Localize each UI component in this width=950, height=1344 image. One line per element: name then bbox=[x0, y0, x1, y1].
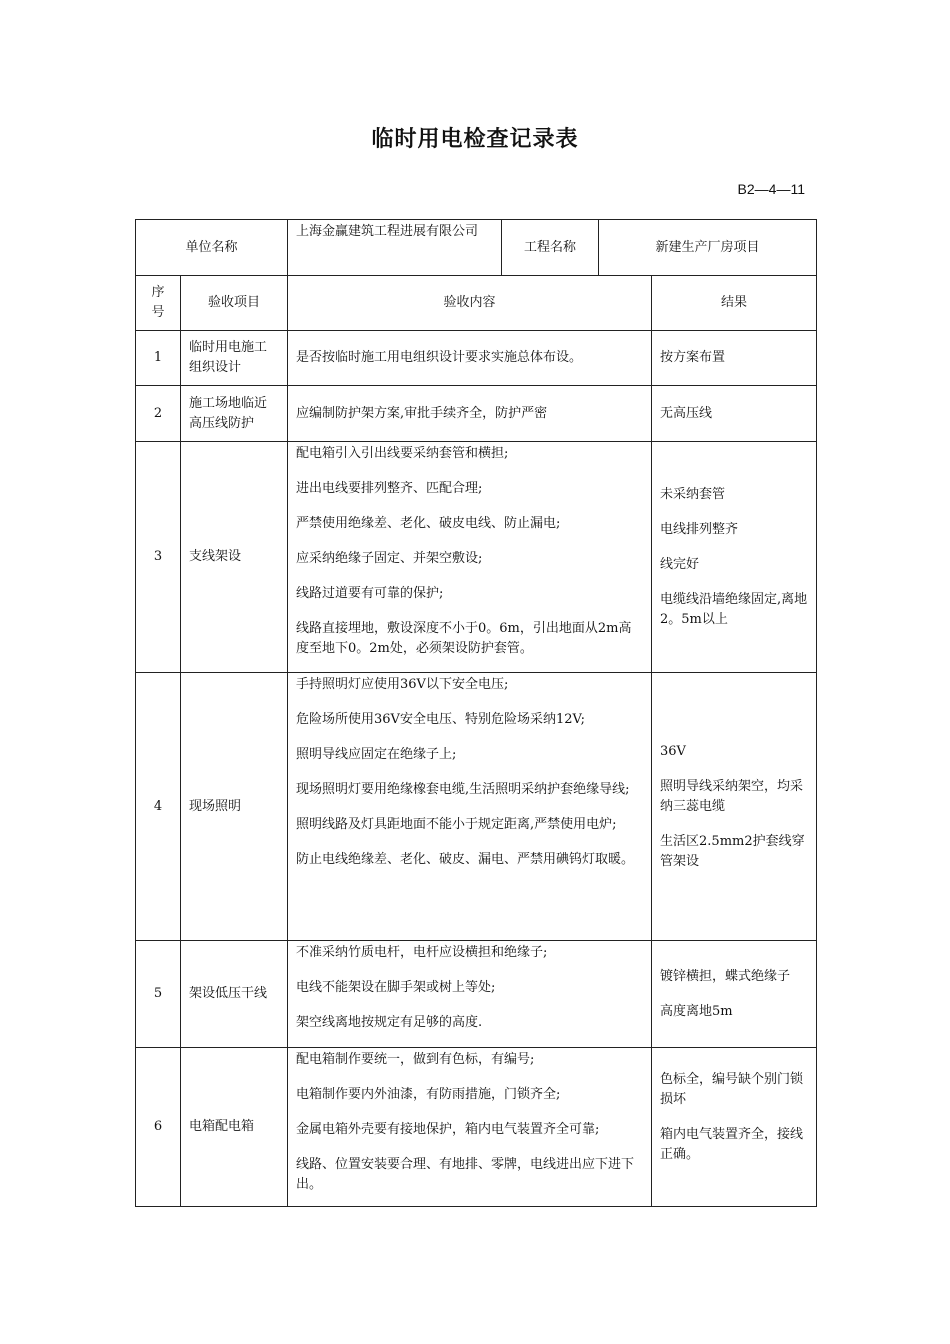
row-item: 电箱配电箱 bbox=[181, 1048, 288, 1207]
content-line: 线路、位置安装要合理、有地排、零牌，电线进出应下进下出。 bbox=[296, 1157, 635, 1192]
row-item: 支线架设 bbox=[181, 442, 288, 673]
content-line: 架空线离地按规定有足够的高度. bbox=[296, 1015, 483, 1030]
unit-name-value: 上海金赢建筑工程进展有限公司 bbox=[288, 220, 502, 276]
content-line: 是否按临时施工用电组织设计要求实施总体布设。 bbox=[296, 350, 583, 365]
table-row bbox=[136, 941, 817, 1048]
content-line: 配电箱引入引出线要采纳套管和横担; bbox=[296, 446, 509, 461]
result-line: 电缆线沿墙绝缘固定,离地2。5m以上 bbox=[660, 591, 808, 627]
result-line: 电线排列整齐 bbox=[660, 521, 739, 537]
content-line: 严禁使用绝缘差、老化、破皮电线、防止漏电; bbox=[296, 516, 561, 531]
content-line: 手持照明灯应使用36V以下安全电压; bbox=[296, 677, 509, 692]
row-item: 临时用电施工组织设计 bbox=[181, 331, 288, 386]
row-item: 架设低压干线 bbox=[181, 941, 288, 1048]
row-content bbox=[288, 331, 652, 386]
content-line: 金属电箱外壳要有接地保护，箱内电气装置齐全可靠; bbox=[296, 1122, 600, 1137]
row-result bbox=[652, 941, 817, 1048]
result-line: 线完好 bbox=[660, 556, 700, 572]
content-line: 电箱制作要内外油漆，有防雨措施，门锁齐全; bbox=[296, 1087, 561, 1102]
col-content-header: 验收内容 bbox=[288, 276, 652, 331]
project-name-value: 新建生产厂房项目 bbox=[599, 220, 817, 276]
result-line: 无高压线 bbox=[660, 405, 713, 421]
unit-name-label: 单位名称 bbox=[136, 220, 288, 276]
row-seq: 4 bbox=[136, 673, 181, 941]
row-result bbox=[652, 673, 817, 941]
row-content bbox=[288, 1048, 652, 1207]
col-result-header: 结果 bbox=[652, 276, 817, 331]
row-seq: 2 bbox=[136, 386, 181, 442]
content-line: 不准采纳竹质电杆，电杆应设横担和绝缘子; bbox=[296, 945, 548, 960]
row-content bbox=[288, 673, 652, 941]
inspection-table bbox=[135, 219, 817, 1207]
row-content bbox=[288, 386, 652, 442]
content-line: 照明导线应固定在绝缘子上; bbox=[296, 747, 457, 762]
table-row bbox=[136, 331, 817, 386]
content-line: 照明线路及灯具距地面不能小于规定距离,严禁使用电炉; bbox=[296, 817, 617, 832]
header-info-row bbox=[136, 220, 817, 276]
content-line: 危险场所使用36V安全电压、特别危险场采纳12V; bbox=[296, 712, 585, 727]
content-line: 应编制防护架方案,审批手续齐全，防护严密 bbox=[296, 405, 548, 421]
result-line: 照明导线采纳架空，均采纳三蕊电缆 bbox=[660, 778, 804, 814]
content-line: 线路直接埋地，敷设深度不小于0。6m，引出地面从2m高度至地下0。2m处，必须架设防护套管。 bbox=[296, 621, 632, 656]
result-line: 箱内电气装置齐全，接线正确。 bbox=[660, 1127, 804, 1162]
content-line: 进出电线要排列整齐、匹配合理; bbox=[296, 481, 483, 496]
row-seq: 3 bbox=[136, 442, 181, 673]
row-content bbox=[288, 442, 652, 673]
row-item: 现场照明 bbox=[181, 673, 288, 941]
table-row bbox=[136, 1048, 817, 1207]
col-item-header: 验收项目 bbox=[181, 276, 288, 331]
table-row bbox=[136, 442, 817, 673]
table-row bbox=[136, 386, 817, 442]
row-result bbox=[652, 331, 817, 386]
row-seq: 6 bbox=[136, 1048, 181, 1207]
row-result bbox=[652, 442, 817, 673]
row-seq: 1 bbox=[136, 331, 181, 386]
content-line: 应采纳绝缘子固定、并架空敷设; bbox=[296, 551, 483, 566]
result-line: 36V bbox=[660, 743, 686, 759]
result-line: 镀锌横担，蝶式绝缘子 bbox=[660, 968, 791, 984]
row-result bbox=[652, 386, 817, 442]
content-line: 防止电线绝缘差、老化、破皮、漏电、严禁用碘钨灯取暖。 bbox=[296, 852, 635, 867]
column-header-row bbox=[136, 276, 817, 331]
content-line: 配电箱制作要统一，做到有色标，有编号; bbox=[296, 1052, 535, 1067]
result-line: 色标全，编号缺个别门锁损坏 bbox=[660, 1072, 804, 1107]
result-line: 高度离地5m bbox=[660, 1003, 733, 1019]
content-line: 电线不能架设在脚手架或树上等处; bbox=[296, 980, 496, 995]
row-content bbox=[288, 941, 652, 1048]
result-line: 生活区2.5mm2护套线穿管架设 bbox=[660, 833, 805, 869]
content-line: 线路过道要有可靠的保护; bbox=[296, 586, 444, 601]
project-name-label: 工程名称 bbox=[502, 220, 599, 276]
result-line: 未采纳套管 bbox=[660, 486, 726, 502]
document-title: 临时用电检查记录表 bbox=[371, 127, 579, 152]
form-code: B2—4—11 bbox=[737, 181, 805, 197]
col-seq-label: 序号 bbox=[151, 285, 165, 320]
result-line: 按方案布置 bbox=[660, 350, 726, 365]
row-item: 施工场地临近高压线防护 bbox=[181, 386, 288, 442]
col-seq-header bbox=[136, 276, 181, 331]
content-line: 现场照明灯要用绝缘橡套电缆,生活照明采纳护套绝缘导线; bbox=[296, 782, 630, 797]
row-result bbox=[652, 1048, 817, 1207]
table-row bbox=[136, 673, 817, 941]
row-seq: 5 bbox=[136, 941, 181, 1048]
